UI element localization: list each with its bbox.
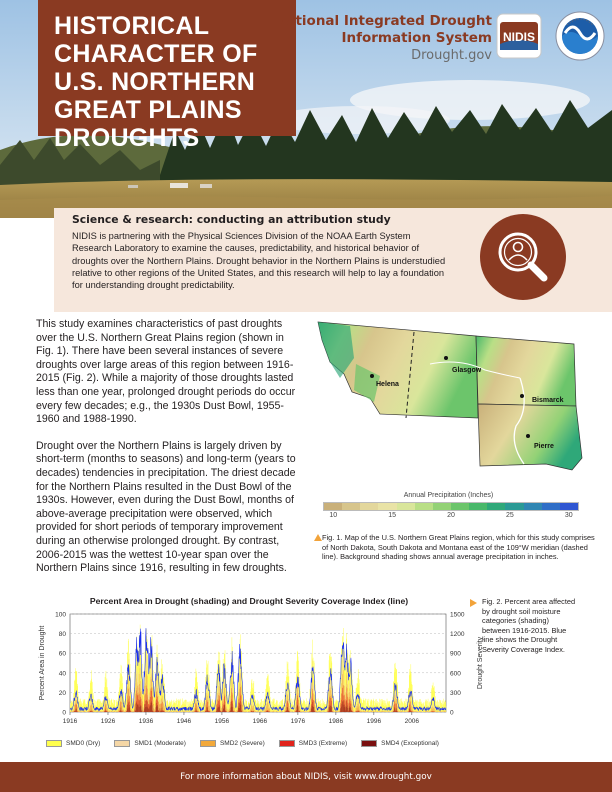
noaa-logo [555,11,605,61]
y-tick-label: 60 [58,650,66,658]
caption-marker-icon [314,534,322,541]
legend-swatch [342,503,360,510]
body-paragraph-2: Drought over the Northern Plains is largely driven by short-term (months to seasons) and long-term (years to decades) tendencies in precipitation. The driest decade for the Northern Plains resulted in the Dust Bowl of the 1930s. However, even during the Dust Bowl, months of above-average precipitation were observed, which provided for short periods of temporary improvement during an otherwise prolonged drought. By contrast, 2006-2015 was the wettest 10-year span over the Northern Plains since 1916, resulting in few droughts. [36,439,296,575]
x-tick-label: 1926 [100,718,116,725]
legend-swatch [114,740,130,747]
city-label-glasgow: Glasgow [452,367,482,374]
legend-swatch [415,503,433,510]
fig1-caption [322,533,602,562]
chart-legend-item [114,740,186,747]
y-axis-label: Percent Area in Drought [39,625,46,701]
legend-swatch [542,503,560,510]
callout-heading: Science & research: conducting an attribution study [72,213,391,226]
legend-tick-label: 30 [564,512,573,519]
body-paragraph-1: This study examines characteristics of past droughts over the U.S. Northern Great Plains region (shown in Fig. 1). There have been several instances of severe droughts over large areas of this region between 1916-2015 (Fig. 2). While a majority of those droughts lasted less than one year, prolonged drought periods do occur every few decades; e.g., the 1930s Dust Bowl, 1955-1960 and 1988-1990. [36,318,296,426]
legend-swatch [469,503,487,510]
legend-swatch [46,740,62,747]
y2-tick-label: 900 [450,650,461,658]
page-title: HISTORICAL CHARACTER OF U.S. NORTHERN GREAT PLAINS DROUGHTS [54,12,258,152]
x-tick-label: 1996 [366,718,382,725]
city-label-pierre: Pierre [534,443,554,450]
legend-swatch [451,503,469,510]
map-legend-colorbar [323,502,579,511]
y-tick-label: 20 [58,689,66,697]
city-dot-pierre [526,434,530,438]
city-dot-bismarck [520,394,524,398]
y2-tick-label: 1500 [450,611,465,619]
nidis-logo [497,14,541,58]
caption-marker-icon [470,599,477,607]
precipitation-map [310,318,594,500]
city-dot-glasgow [444,356,448,360]
x-tick-label: 1966 [252,718,268,725]
org-header [262,13,492,65]
chart-title: Percent Area in Drought (shading) and Drought Severity Coverage Index (line) [89,596,409,606]
map-legend-ticks [323,512,579,522]
x-tick-label: 1936 [138,718,154,725]
legend-swatch [560,503,578,510]
legend-swatch [324,503,342,510]
x-tick-label: 1986 [328,718,344,725]
legend-tick-label: 15 [388,512,397,519]
map-legend [323,492,579,522]
legend-swatch [361,740,377,747]
chart-legend-label: SMD1 (Moderate) [134,740,186,747]
fig1-caption-text: Fig. 1. Map of the U.S. Northern Great Plains region, which for this study comprises of North Dakota, South Dakota and Montana east of the 109°W meridian (dashed line). Background shading shows annual average precipitation in inches. [322,533,595,562]
title-banner [38,0,296,152]
x-tick-label: 1956 [214,718,230,725]
city-label-helena: Helena [376,381,399,388]
chart-legend-label: SMD4 (Exceptional) [381,740,439,747]
y2-tick-label: 300 [450,689,461,697]
org-name-line1: National Integrated Drought [275,13,492,29]
legend-swatch [200,740,216,747]
legend-swatch [524,503,542,510]
drought-chart [34,606,484,732]
y-tick-label: 0 [62,709,66,717]
chart-legend-item [46,740,100,747]
legend-tick-label: 10 [329,512,338,519]
legend-swatch [433,503,451,510]
y-tick-label: 80 [58,631,66,639]
city-dot-helena [370,374,374,378]
legend-swatch [397,503,415,510]
y2-tick-label: 600 [450,670,461,678]
org-url[interactable]: Drought.gov [411,48,492,63]
x-tick-label: 1916 [62,718,78,725]
south-dakota-shape [478,404,582,470]
y2-tick-label: 0 [450,709,454,717]
x-tick-label: 1946 [176,718,192,725]
chart-legend-label: SMD2 (Severe) [219,740,265,747]
y2-tick-label: 1200 [450,631,465,639]
org-name-line2: Information System [341,30,492,46]
x-tick-label: 1976 [290,718,306,725]
research-magnifier-icon [480,214,566,300]
fig2-caption-text: Fig. 2. Percent area affected by drought soil moisture categories (shading) between 1916-2015. Blue line shows the Drought Severity Coverage Index. [482,597,576,654]
chart-legend [46,740,466,747]
body-text [36,318,298,576]
map-legend-title: Annual Precipitation (Inches) [403,492,494,499]
x-tick-label: 2006 [404,718,420,725]
y2-axis-label: Drought Severity [477,636,484,690]
y-tick-label: 40 [58,670,66,678]
chart-legend-item [200,740,265,747]
legend-swatch [378,503,396,510]
legend-tick-label: 20 [447,512,455,519]
callout-body: NIDIS is partnering with the Physical Sciences Division of the NOAA Earth System Research Laboratory to examine the causes, predictability, and historical behavior of droughts over the Northern Plains. Drought behavior in the Northern Plains is understudied relative to other regions of the United States, and this research will help to lay a foundation for understanding drought predictability. [72,231,446,291]
legend-swatch [279,740,295,747]
legend-swatch [505,503,523,510]
chart-legend-item [361,740,439,747]
footer: For more information about NIDIS, visit www.drought.gov [0,762,612,792]
fig2-caption [482,597,578,655]
legend-swatch [487,503,505,510]
legend-swatch [360,503,378,510]
city-label-bismarck: Bismarck [532,397,564,404]
y-tick-label: 100 [55,611,66,619]
chart-legend-label: SMD3 (Extreme) [298,740,348,747]
legend-tick-label: 25 [505,512,514,519]
svg-text:NIDIS: NIDIS [502,30,536,44]
chart-legend-item [279,740,347,747]
chart-legend-label: SMD0 (Dry) [66,740,101,747]
research-callout [54,208,612,312]
north-dakota-shape [476,336,576,406]
